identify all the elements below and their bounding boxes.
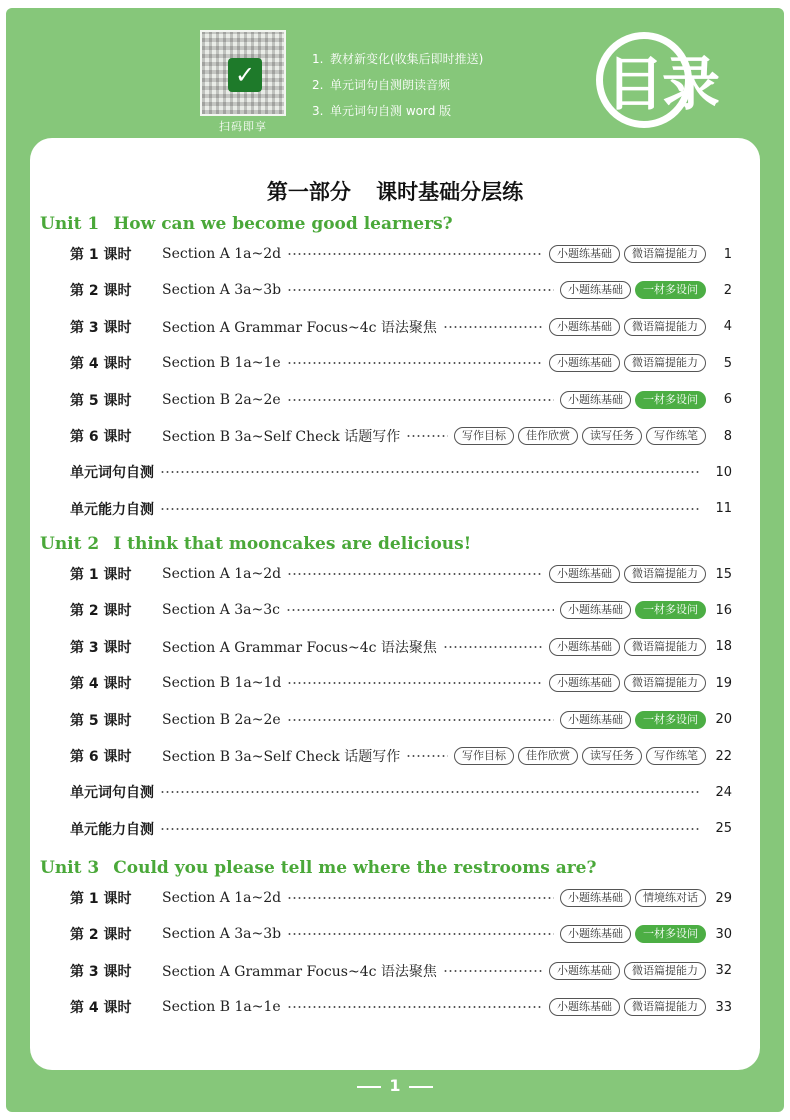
lesson-label: 第 2 课时 [70, 927, 132, 944]
toc-row[interactable] [70, 278, 732, 302]
unit-heading-text: Could you please tell me where the restrooms are? [113, 858, 597, 878]
toc-row[interactable] [70, 598, 732, 622]
dot-leader [160, 791, 700, 793]
unit-title[interactable] [40, 534, 471, 554]
tag-badge: 微语篇提能力 [624, 318, 706, 336]
tag-group [549, 962, 706, 980]
tag-badge: 微语篇提能力 [624, 245, 706, 263]
lesson-label: 单元词句自测 [70, 785, 154, 802]
unit-number: Unit 3 [40, 858, 100, 878]
header-item: 2. 单元词句自测朗读音频 [312, 78, 451, 92]
unit-heading-text: I think that mooncakes are delicious! [113, 534, 472, 554]
section-label: Section B 3a~Self Check 话题写作 [162, 429, 401, 445]
dot-leader [160, 471, 700, 473]
section-label: Section A 1a~2d [162, 890, 282, 906]
tag-badge: 写作目标 [454, 747, 514, 765]
tag-group [549, 318, 706, 336]
lesson-label: 第 1 课时 [70, 891, 132, 907]
lesson-label: 单元词句自测 [70, 465, 154, 482]
header-item: 3. 单元词句自测 word 版 [312, 104, 452, 118]
dot-leader [406, 755, 448, 757]
dot-leader [160, 508, 700, 510]
section-label: Section B 1a~1d [162, 675, 282, 692]
page-number-footer [0, 1076, 790, 1095]
tag-badge: 微语篇提能力 [624, 638, 706, 656]
tag-badge: 小题练基础 [549, 318, 620, 336]
tag-group [560, 925, 706, 943]
page-ref: 5 [723, 355, 732, 371]
toc-row[interactable] [70, 671, 732, 695]
toc-row[interactable] [70, 315, 732, 339]
dot-leader [160, 828, 700, 830]
page-ref: 6 [723, 392, 732, 408]
section-label: Section A Grammar Focus~4c 语法聚焦 [162, 319, 437, 336]
tag-group [560, 391, 706, 409]
dot-leader [286, 609, 554, 611]
toc-row[interactable] [70, 959, 732, 983]
dash-left [357, 1086, 381, 1088]
toc-panel [30, 138, 760, 1070]
unit-number: Unit 2 [40, 534, 100, 554]
tag-badge: 小题练基础 [549, 565, 620, 583]
qr-caption: 扫码即享 [219, 120, 267, 133]
page-ref: 24 [715, 784, 732, 800]
toc-row[interactable] [70, 388, 732, 412]
tag-badge: 小题练基础 [549, 674, 620, 692]
tag-group [549, 565, 706, 583]
tag-badge: 小题练基础 [560, 889, 631, 907]
qr-code[interactable] [200, 30, 286, 116]
dot-leader [287, 289, 554, 291]
lesson-label: 第 4 课时 [70, 676, 132, 693]
toc-row[interactable] [70, 886, 732, 910]
tag-badge: 微语篇提能力 [624, 565, 706, 583]
lesson-label: 第 6 课时 [70, 429, 132, 445]
page-ref: 19 [715, 675, 732, 691]
lesson-label: 第 1 课时 [70, 567, 132, 583]
tag-group [454, 427, 706, 445]
tag-group [560, 281, 706, 299]
part-title: 第一部分 课时基础分层练 [266, 180, 524, 204]
tag-badge: 微语篇提能力 [624, 354, 706, 372]
page-ref: 25 [715, 821, 732, 837]
toc-row[interactable] [70, 995, 732, 1019]
lesson-label: 第 3 课时 [70, 319, 132, 336]
tag-badge: 佳作欣赏 [518, 747, 578, 765]
toc-row[interactable] [70, 744, 732, 768]
section-label: Section A 3a~3b [162, 282, 282, 299]
tag-badge: 小题练基础 [549, 354, 620, 372]
tag-badge: 微语篇提能力 [624, 674, 706, 692]
tag-group [454, 747, 706, 765]
tag-badge: 小题练基础 [549, 245, 620, 263]
tag-badge: 读写任务 [582, 747, 642, 765]
page-ref: 20 [715, 712, 732, 728]
page-ref: 18 [715, 639, 732, 655]
section-label: Section B 2a~2e [162, 711, 281, 728]
section-label: Section B 3a~Self Check 话题写作 [162, 749, 401, 765]
toc-row[interactable] [70, 242, 732, 266]
tag-group [549, 245, 706, 263]
tag-badge: 佳作欣赏 [518, 427, 578, 445]
dot-leader [287, 573, 543, 575]
tag-badge: 读写任务 [582, 427, 642, 445]
tag-badge: 小题练基础 [560, 601, 631, 619]
dot-leader [406, 435, 448, 437]
lesson-label: 第 2 课时 [70, 283, 132, 300]
dot-leader [287, 933, 554, 935]
tag-badge: 一材多设问 [635, 925, 706, 943]
section-label: Section B 1a~1e [162, 355, 281, 372]
tag-group [560, 601, 706, 619]
section-label: Section A 3a~3c [162, 602, 281, 619]
dot-leader [287, 719, 554, 721]
lesson-label: 第 5 课时 [70, 712, 132, 729]
tag-badge: 一材多设问 [635, 601, 706, 619]
page-ref: 33 [715, 999, 732, 1015]
lesson-label: 单元能力自测 [70, 821, 154, 838]
tag-group [549, 674, 706, 692]
section-label: Section A 1a~2d [162, 246, 282, 262]
tag-badge: 小题练基础 [560, 711, 631, 729]
tag-badge: 一材多设问 [635, 281, 706, 299]
page-ref: 16 [715, 602, 732, 618]
tag-badge: 小题练基础 [549, 998, 620, 1016]
dot-leader [443, 326, 543, 328]
tag-badge: 小题练基础 [560, 391, 631, 409]
tag-badge: 写作练笔 [646, 747, 706, 765]
page-ref: 11 [715, 501, 732, 517]
toc-row[interactable] [70, 817, 732, 841]
tag-group [560, 711, 706, 729]
toc-row[interactable] [70, 635, 732, 659]
toc-row[interactable] [70, 780, 732, 804]
tag-group [549, 638, 706, 656]
toc-row[interactable] [70, 708, 732, 732]
page-number: 1 [389, 1076, 401, 1095]
tag-group [549, 354, 706, 372]
lesson-label: 第 2 课时 [70, 603, 132, 620]
lesson-label: 第 5 课时 [70, 392, 132, 409]
page-ref: 22 [715, 748, 732, 764]
dot-leader [287, 253, 543, 255]
check-icon: ✓ [228, 58, 262, 92]
tag-group [560, 889, 706, 907]
tag-badge: 小题练基础 [560, 281, 631, 299]
toc-row[interactable] [70, 460, 732, 484]
section-label: Section A Grammar Focus~4c 语法聚焦 [162, 639, 437, 656]
tag-badge: 小题练基础 [549, 962, 620, 980]
tag-badge: 写作练笔 [646, 427, 706, 445]
page-ref: 2 [723, 282, 732, 298]
tag-badge: 写作目标 [454, 427, 514, 445]
tag-badge: 小题练基础 [560, 925, 631, 943]
toc-row[interactable] [70, 922, 732, 946]
contents-heading: 目录 [596, 24, 736, 134]
lesson-label: 第 4 课时 [70, 356, 132, 373]
tag-group [549, 998, 706, 1016]
page-ref: 32 [715, 963, 732, 979]
dot-leader [443, 970, 543, 972]
tag-badge: 微语篇提能力 [624, 998, 706, 1016]
lesson-label: 单元能力自测 [70, 501, 154, 518]
page-ref: 4 [723, 319, 732, 335]
section-label: Section B 2a~2e [162, 391, 281, 408]
section-label: Section A Grammar Focus~4c 语法聚焦 [162, 963, 437, 980]
toc-row[interactable] [70, 562, 732, 586]
section-label: Section A 3a~3b [162, 926, 282, 943]
page-ref: 10 [715, 464, 732, 480]
dot-leader [287, 897, 554, 899]
dot-leader [287, 1006, 543, 1008]
tag-badge: 一材多设问 [635, 711, 706, 729]
page-ref: 30 [715, 926, 732, 942]
toc-row[interactable] [70, 351, 732, 375]
tag-badge: 小题练基础 [549, 638, 620, 656]
page-ref: 1 [723, 246, 732, 262]
lesson-label: 第 4 课时 [70, 1000, 132, 1017]
page-ref: 8 [723, 428, 732, 444]
page-ref: 15 [715, 566, 732, 582]
tag-badge: 情境练对话 [635, 889, 706, 907]
dot-leader [287, 399, 554, 401]
dash-right [409, 1086, 433, 1088]
lesson-label: 第 3 课时 [70, 639, 132, 656]
dot-leader [287, 682, 543, 684]
page-ref: 29 [715, 890, 732, 906]
lesson-label: 第 6 课时 [70, 749, 132, 765]
unit-number: Unit 1 [40, 214, 100, 234]
toc-row[interactable] [70, 497, 732, 521]
lesson-label: 第 1 课时 [70, 247, 132, 263]
tag-badge: 一材多设问 [635, 391, 706, 409]
unit-heading-text: How can we become good learners? [113, 214, 453, 234]
unit-title[interactable] [40, 214, 453, 234]
dot-leader [287, 362, 543, 364]
dot-leader [443, 646, 543, 648]
lesson-label: 第 3 课时 [70, 963, 132, 980]
header-resource-list [312, 46, 483, 124]
toc-row[interactable] [70, 424, 732, 448]
section-label: Section B 1a~1e [162, 999, 281, 1016]
unit-title[interactable] [40, 858, 596, 878]
header-item: 1. 教材新变化(收集后即时推送) [312, 52, 484, 66]
section-label: Section A 1a~2d [162, 566, 282, 582]
tag-badge: 微语篇提能力 [624, 962, 706, 980]
